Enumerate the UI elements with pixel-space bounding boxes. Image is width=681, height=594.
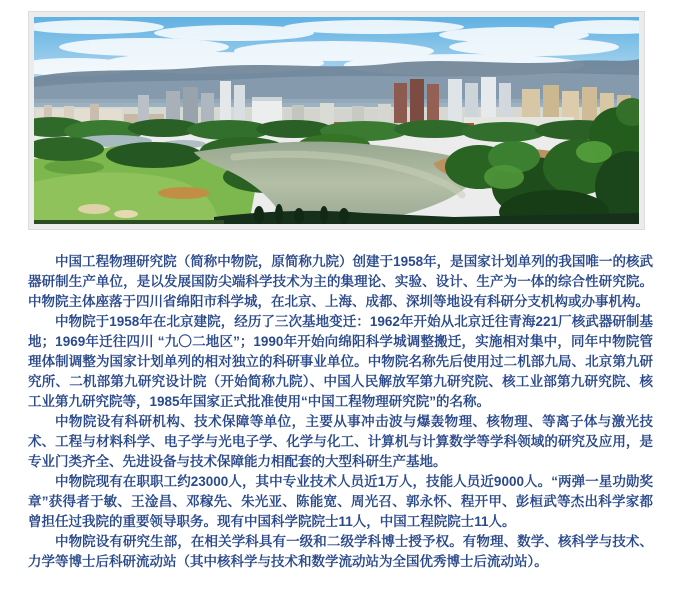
article — [28, 252, 653, 572]
paragraph-research-fields: 中物院设有科研机构、技术保障等单位，主要从事冲击波与爆轰物理、核物理、等离子体与激光技术、工程与材料科学、电子学与光电子学、化学与化工、计算机与计算数学等学科领域的研究及应用，是专业门类齐全、先进设备与技术保障能力相配套的大型科研生产基地。 — [28, 414, 653, 469]
paragraph-history: 中物院于1958年在北京建院，经历了三次基地变迁：1962年开始从北京迁往青海221厂核武器研制基地；1969年迁往四川 “九〇二地区”；1990年开始向绵阳科学城调整搬迁，实施相对集中，同年中物院管理体制调整为国家计划单列的相对独立的科研事业单位。中物院名称先后使用过二机部九局、北京第九研究所、二机部第九研究设计院（开始简称九院）、中国人民解放军第九研究院、核工业部第九研究院、核工业第九研究院等，1985年国家正式批准使用“中国工程物理研究院”的名称。 — [28, 314, 653, 409]
paragraph-graduate-education: 中物院设有研究生部，在相关学科具有一级和二级学科博士授予权。有物理、数学、核科学与技术、力学等博士后科研流动站（其中核科学与技术和数学流动站为全国优秀博士后流动站）。 — [28, 534, 653, 569]
campus-photo — [34, 17, 639, 224]
photo-frame — [28, 11, 645, 230]
paragraph-staff: 中物院现有在职职工约23000人，其中专业技术人员近1万人，技能人员近9000人。“两弹一星功勋奖章”获得者于敏、王淦昌、邓稼先、朱光亚、陈能宽、周光召、郭永怀、程开甲、彭桓武等杰出科学家都曾担任过我院的重要领导职务。现有中国科学院院士11人，中国工程院院士11人。 — [28, 474, 653, 529]
paragraph-overview: 中国工程物理研究院（简称中物院，原简称九院）创建于1958年，是国家计划单列的我国唯一的核武器研制生产单位，是以发展国防尖端科学技术为主的集理论、实验、设计、生产为一体的综合性研究院。中物院主体座落于四川省绵阳市科学城，在北京、上海、成都、深圳等地设有科研分支机构或办事机构。 — [28, 254, 653, 309]
